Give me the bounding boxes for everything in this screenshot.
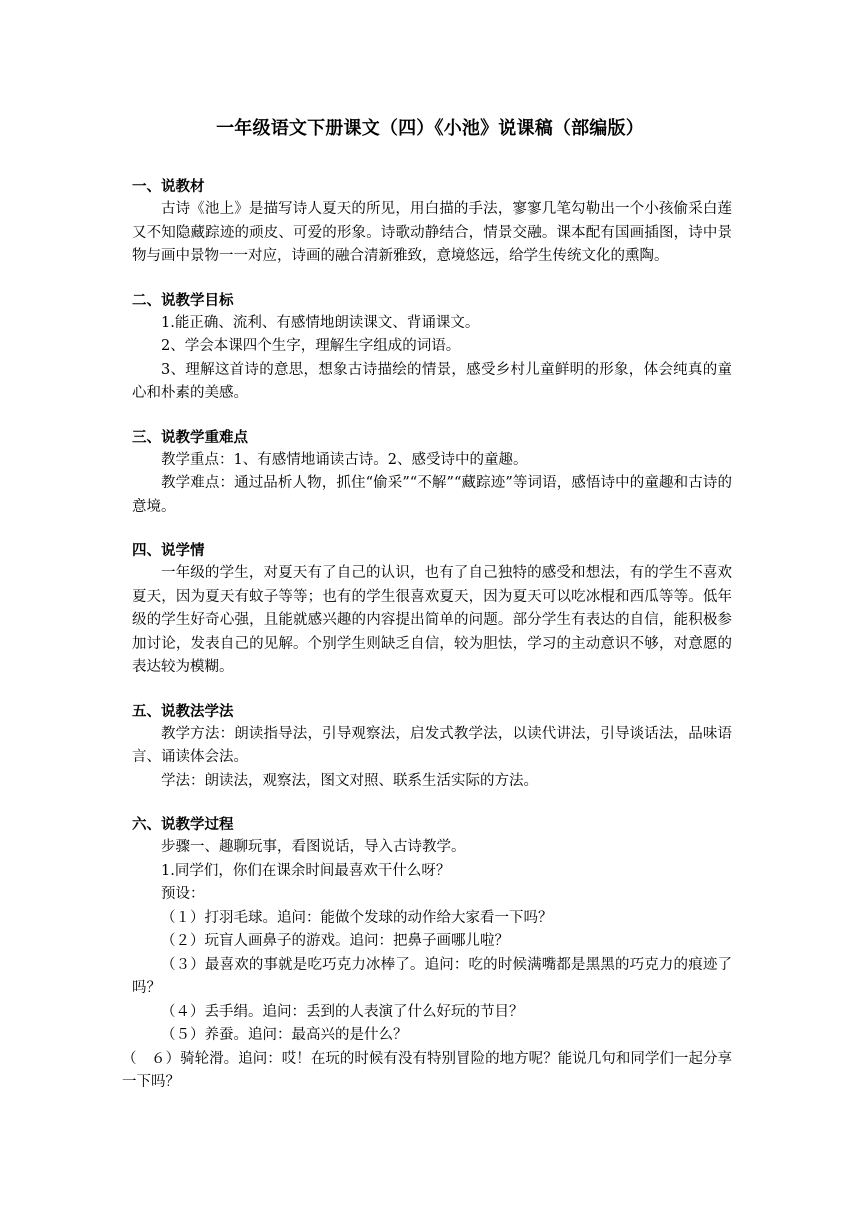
paragraph: 学法：朗读法，观察法，图文对照、联系生活实际的方法。	[161, 772, 538, 789]
section-heading: 五、说教法学法	[132, 702, 234, 720]
list-item: （２）玩盲人画鼻子的游戏。追问：把鼻子画哪儿啦？	[161, 933, 509, 949]
section-heading: 一、说教材	[132, 178, 205, 195]
paragraph: 步骤一、趣聊玩事，看图说话，导入古诗教学。	[161, 839, 466, 855]
paragraph: 3、理解这首诗的意思，想象古诗描绘的情景，感受乡村儿童鲜明的形象，体会纯真的童心和朴素的美感。	[132, 361, 732, 401]
section-heading: 二、说教学目标	[132, 291, 234, 309]
section-heading: 三、说教学重难点	[132, 428, 248, 446]
section-teaching-goals	[132, 289, 732, 406]
document-body	[122, 175, 732, 1115]
paragraph: 教学难点：通过品析人物，抓住“偷采”“不解”“藏踪迹”等词语，感悟诗中的童趣和古诗的意境。	[132, 475, 732, 515]
list-item: （５）养蚕。追问：最高兴的是什么？	[161, 1027, 408, 1043]
section-teaching-methods	[132, 700, 732, 794]
paragraph: 预设：	[161, 886, 205, 902]
paragraph: 2、学会本课四个生字，理解生字组成的词语。	[161, 338, 461, 354]
section-textbook	[132, 175, 732, 269]
paragraph: 教学方法：朗读指导法，引导观察法，启发式教学法，以读代讲法，引导谈话法，品味语言、诵读体会法。	[132, 725, 732, 765]
paragraph: 一年级的学生，对夏天有了自己的认识，也有了自己独特的感受和想法，有的学生不喜欢夏天，因为夏天有蚊子等等；也有的学生很喜欢夏天，因为夏天可以吃冰棍和西瓜等等。低年级的学生好奇心强，且能就感兴趣的内容提出简单的问题。部分学生有表达的自信，能积极参加讨论，发表自己的见解。个别学生则缺乏自信，较为胆怯，学习的主动意识不够，对意愿的表达较为模糊。	[132, 565, 732, 675]
paragraph: 教学重点：1、有感情地诵读古诗。2、感受诗中的童趣。	[161, 451, 528, 468]
list-item: （３）最喜欢的事就是吃巧克力冰棒了。追问：吃的时候满嘴都是黑黑的巧克力的痕迹了吗？	[132, 956, 732, 996]
list-item: （４）丢手绢。追问：丢到的人表演了什么好玩的节目？	[161, 1003, 524, 1020]
list-item: （ ６）骑轮滑。追问：哎！在玩的时候有没有特别冒险的地方呢？能说几句和同学们一起分享一下吗？	[122, 1050, 732, 1090]
section-student-analysis	[132, 539, 732, 680]
section-heading: 六、说教学过程	[132, 816, 234, 833]
section-key-difficult-points	[132, 426, 732, 520]
paragraph: 1.能正确、流利、有感情地朗读课文、背诵课文。	[161, 314, 480, 331]
paragraph: 古诗《池上》是描写诗人夏天的所见，用白描的手法，寥寥几笔勾勒出一个小孩偷采白莲又不知隐藏踪迹的顽皮、可爱的形象。诗歌动静结合，情景交融。课本配有国画插图，诗中景物与画中景物一一对应，诗画的融合清新雅致，意境悠远，给学生传统文化的熏陶。	[132, 201, 732, 264]
document-title: 一年级语文下册课文（四）《小池》说课稿（部编版）	[216, 118, 644, 139]
section-heading: 四、说学情	[132, 542, 205, 559]
section-teaching-process	[122, 813, 732, 1095]
paragraph: 1.同学们，你们在课余时间最喜欢干什么呀？	[161, 862, 451, 879]
list-item: （１）打羽毛球。追问：能做个发球的动作给大家看一下吗？	[161, 909, 553, 926]
